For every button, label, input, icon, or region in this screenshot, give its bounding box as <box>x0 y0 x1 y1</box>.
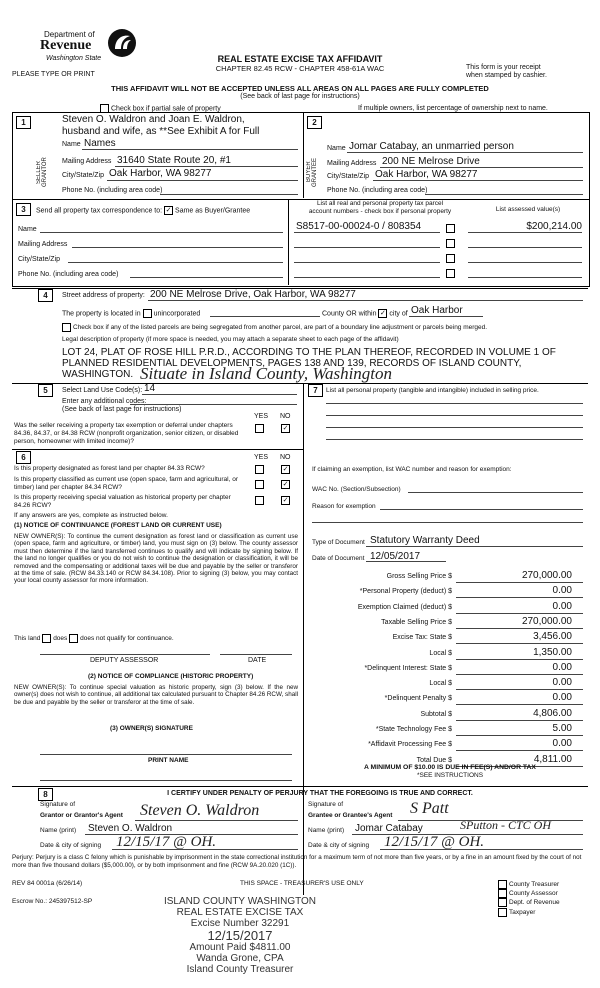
grantor-print-name: Steven O. Waldron <box>88 823 173 834</box>
money-row-value: 0.00 <box>552 738 572 750</box>
seller-name-line-3: Names <box>84 138 116 149</box>
money-row-label: Subtotal $ <box>420 710 452 718</box>
money-row-value: 270,000.00 <box>521 570 572 581</box>
stamp-line-treasurer-name: Wanda Grone, CPA <box>196 953 284 964</box>
segregated-row <box>62 323 487 332</box>
money-row-label: *Personal Property (deduct) $ <box>359 588 452 596</box>
money-row-value: 0.00 <box>552 677 572 689</box>
certify-statement: I CERTIFY UNDER PENALTY OF PERJURY THAT THE FOREGOING IS TRUE AND CORRECT. <box>167 790 473 797</box>
notice-continuance-text: NEW OWNER(S): To continue the current designation as forest land or classification as current use (open space, farm and agriculture, or timber) land, you must sign on (3) below. The county assessor must then determine if the land transferred continues to qualify and will indicate by signing below. If the land no longer qualifies or you do not wish to continue the designation or classification, it will be removed and the compensating or additional taxes will be due and payable by the seller or transferor at the time of sale. (RCW 84.33.140 or RCW 84.34.108). Prior to signing (3) below, you may contact your local county assessor for more information. <box>14 533 298 585</box>
notice-compliance-text: NEW OWNER(S): To continue special valuation as historic property, sign (3) below. If the new owner(s) does not wish to continue, all additional tax calculated pursuant to Chapter 84.26 RCW, shall be due and payable by the seller or transferor at the time of sale. <box>14 684 298 706</box>
does-not-label: does not qualify for continuance. <box>80 635 174 643</box>
notice-continuance-title: (1) NOTICE OF CONTINUANCE (FOREST LAND OR CURRENT USE) <box>14 522 222 529</box>
parcel-personal-checkbox-3[interactable] <box>446 254 455 263</box>
money-row-label: *Delinquent Interest: State $ <box>364 664 452 672</box>
reason-label: Reason for exemption <box>312 503 376 510</box>
grantee-date-city: 12/15/17 @ OH. <box>384 834 485 850</box>
seller-name-line-2: husband and wife, as **See Exhibit A for Full <box>62 126 260 137</box>
copy-county-treasurer-checkbox[interactable] <box>498 880 507 889</box>
seller-phone-label: Phone No. (including area code) <box>62 187 163 194</box>
section-4-number: 4 <box>38 289 53 302</box>
segregated-checkbox[interactable] <box>62 323 71 332</box>
s6-q2: Is this property classified as current use (open space, farm and agricultural, or timber) land per chapter 84.34 RCW? <box>14 476 238 491</box>
money-row-line <box>456 689 583 690</box>
see-back-note: (See back of last page for instructions) <box>240 93 360 100</box>
wac-label: WAC No. (Section/Subsection) <box>312 486 401 493</box>
parcel-header-2: account numbers - check box if personal property <box>308 208 452 215</box>
buyer-phone-label: Phone No. (including area code) <box>327 187 428 194</box>
this-land-row <box>14 634 174 643</box>
send-correspondence-label <box>36 206 250 215</box>
assessed-header: List assessed value(s) <box>495 206 561 213</box>
perjury-notice: Perjury: Perjury is a class C felony which is punishable by imprisonment in the state correctional institution for a maximum term of not more than five years, or by a fine in an amount fixed by the court of not more than five thousand dollars ($5,000.00), or by both imprisonment and fine (RCW 9A.20.020 (1C)). <box>12 854 582 869</box>
segregated-label: Check box if any of the listed parcels are being segregated from another parcel, are part of a boundary line adjustment or parcels being merged. <box>73 324 488 332</box>
grantee-print-name: Jomar Catabay <box>355 823 423 834</box>
doc-type-label: Type of Document <box>312 539 365 546</box>
parcel-personal-checkbox-4[interactable] <box>446 269 455 278</box>
money-row-label: Local $ <box>429 680 452 688</box>
legal-description-label: Legal description of property (if more space is needed, you may attach a separate sheet to each page of the affidavit) <box>62 336 399 343</box>
within-city-checkbox[interactable]: ✓ <box>379 310 386 317</box>
buyer-mailing-label: Mailing Address <box>327 160 377 167</box>
stamp-line-excise-number: Excise Number 32291 <box>190 918 290 929</box>
same-as-buyer-checkbox[interactable]: ✓ <box>165 207 172 214</box>
s6-q3-yes[interactable] <box>255 496 264 505</box>
money-row-line <box>456 750 583 751</box>
s6-q3: Is this property receiving special valuation as historical property per chapter 84.26 RCW? <box>14 494 231 509</box>
money-row-value: 4,806.00 <box>533 707 572 719</box>
money-row-line <box>456 643 583 644</box>
money-row-value: 0.00 <box>552 600 572 612</box>
seller-grantor-label: SELLER GRANTOR <box>36 157 48 187</box>
notice-compliance-title: (2) NOTICE OF COMPLIANCE (HISTORIC PROPERTY) <box>88 673 254 680</box>
grantee-print-handwritten: SPutton - CTC OH <box>460 818 552 832</box>
s3-city-label: City/State/Zip <box>18 256 61 263</box>
stamp-line-amount: Amount Paid $4811.00 <box>189 942 291 953</box>
street-address: 200 NE Melrose Drive, Oak Harbor, WA 98277 <box>150 289 356 300</box>
deputy-date-label: DATE <box>248 657 267 664</box>
copy-list <box>498 880 560 917</box>
money-row-label: Excise Tax: State $ <box>392 634 452 642</box>
grantor-date-label: Date & city of signing <box>40 842 102 849</box>
money-row-line <box>456 582 583 583</box>
s5-yes-checkbox[interactable] <box>255 424 264 433</box>
grantee-agent-label: Grantee or Grantee's Agent <box>308 812 393 819</box>
s5-yes-header: YES <box>254 413 269 420</box>
s6-q3-no[interactable]: ✓ <box>282 497 289 504</box>
located-row <box>62 309 200 318</box>
buyer-mailing: 200 NE Melrose Drive <box>382 156 480 167</box>
grantor-print-label: Name (print) <box>40 827 77 834</box>
money-row-label: *State Technology Fee $ <box>375 726 452 733</box>
copy-county-assessor-checkbox[interactable] <box>498 889 507 898</box>
parcel-header-1: List all real and personal property tax parcel <box>316 200 444 207</box>
money-row-label: Local $ <box>429 649 452 657</box>
s6-q1: Is this property designated as forest land per chapter 84.33 RCW? <box>14 465 205 472</box>
s6-if-yes: If any answers are yes, complete as instructed below. <box>14 512 168 519</box>
buyer-name: Jomar Catabay, an unmarried person <box>349 141 514 152</box>
buyer-city-label: City/State/Zip <box>327 173 370 180</box>
does-label: does <box>53 635 68 643</box>
deputy-assessor-label: DEPUTY ASSESSOR <box>90 657 159 664</box>
money-row-value: 0.00 <box>552 585 572 597</box>
buyer-city: Oak Harbor, WA 98277 <box>375 169 478 180</box>
dept-state: Washington State <box>46 55 102 62</box>
this-land-label: This land <box>14 635 41 643</box>
unincorporated-checkbox[interactable] <box>143 309 152 318</box>
grantee-print-label: Name (print) <box>308 827 345 834</box>
s5-see-back: (See back of last page for instructions) <box>62 406 182 413</box>
stamp-line-county: ISLAND COUNTY WASHINGTON <box>163 896 317 907</box>
money-row-label: Total Due $ <box>416 756 452 764</box>
section-5-number: 5 <box>38 384 53 397</box>
additional-codes-label: Enter any additional codes: <box>62 398 147 405</box>
s6-q2-no[interactable]: ✓ <box>282 481 289 488</box>
county-or-label: County OR within <box>322 310 377 318</box>
legal-handwritten: Situate in Island County, Washington <box>140 364 393 383</box>
stamp-line-date: 12/15/2017 <box>207 928 273 943</box>
copy-taxpayer <box>498 908 560 917</box>
exemption-label: If claiming an exemption, list WAC number and reason for exemption: <box>312 466 512 473</box>
copy-county-treasurer <box>498 880 560 889</box>
copy-dept-revenue-checkbox[interactable] <box>498 898 507 907</box>
money-row-line <box>456 628 583 629</box>
legal-line-2: PLANNED RESIDENTIAL DEVELOPMENTS, PAGES 138 AND 139, RECORDS OF ISLAND COUNTY, <box>62 358 522 369</box>
grantor-date-city: 12/15/17 @ OH. <box>116 834 217 850</box>
copy-dept-revenue-label: Dept. of Revenue <box>509 899 560 907</box>
money-row-label: Exemption Claimed (deduct) $ <box>357 603 452 611</box>
partial-sale-label: Check box if partial sale of property <box>111 105 221 113</box>
money-row-line <box>456 597 583 598</box>
minimum-due-note: A MINIMUM OF $10.00 IS DUE IN FEE(S) AND/OR TAX <box>364 764 536 771</box>
seller-mailing: 31640 State Route 20, #1 <box>117 155 231 166</box>
buyer-grantee-label: BUYER GRANTEE <box>306 157 318 187</box>
seller-name-line-1: Steven O. Waldron and Joan E. Waldron, <box>62 114 245 125</box>
located-label: The property is located in <box>62 310 141 318</box>
treasurer-stamp <box>140 896 340 975</box>
money-row-value: 270,000.00 <box>521 615 572 627</box>
print-name-label: PRINT NAME <box>148 757 189 764</box>
treasurer-use-only: THIS SPACE - TREASURER'S USE ONLY <box>240 880 364 887</box>
land-use-code: 14 <box>144 383 156 394</box>
grantor-agent-label: Grantor or Grantor's Agent <box>40 812 123 819</box>
parcel-personal-checkbox-2[interactable] <box>446 239 455 248</box>
copy-county-assessor-label: County Assessor <box>509 890 558 898</box>
dept-line: Department of <box>44 30 95 39</box>
grantee-date-label: Date & city of signing <box>308 842 370 849</box>
warning-banner: THIS AFFIDAVIT WILL NOT BE ACCEPTED UNLESS ALL AREAS ON ALL PAGES ARE FULLY COMPLETED <box>111 84 489 93</box>
parcel-personal-checkbox-1[interactable] <box>446 224 455 233</box>
s3-mailing-label: Mailing Address <box>18 241 68 248</box>
s3-name-label: Name <box>18 226 37 233</box>
money-row-label: Gross Selling Price $ <box>386 573 452 580</box>
money-row-value: 1,350.00 <box>533 646 572 658</box>
same-as-label: Same as Buyer/Grantee <box>175 207 251 215</box>
s5-no-header: NO <box>280 413 291 420</box>
legal-line-1: LOT 24, PLAT OF ROSE HILL P.R.D., ACCORDING TO THE PLAN THEREOF, RECORDED IN VOLUME 1 OF <box>62 347 556 358</box>
personal-property-label: List all personal property (tangible and intangible) included in selling price. <box>326 387 539 394</box>
county-or-row <box>322 309 408 318</box>
seller-mailing-label: Mailing Address <box>62 158 112 165</box>
s6-q1-yes[interactable] <box>255 465 264 474</box>
money-row-value: 0.00 <box>552 692 572 704</box>
street-label: Street address of property: <box>62 292 145 299</box>
owner-signature-label: (3) OWNER(S) SIGNATURE <box>110 725 193 732</box>
form-title: REAL ESTATE EXCISE TAX AFFIDAVIT <box>217 54 383 64</box>
s6-q2-yes[interactable] <box>255 480 264 489</box>
land-use-label: Select Land Use Code(s): <box>62 387 143 394</box>
rev-number: REV 84 0001a (6/26/14) <box>12 880 83 887</box>
s6-q1-no[interactable]: ✓ <box>282 466 289 473</box>
money-row-line <box>456 674 583 675</box>
seller-city: Oak Harbor, WA 98277 <box>109 168 212 179</box>
money-row-line <box>456 613 583 614</box>
copy-county-assessor <box>498 889 560 898</box>
grantee-sig-label: Signature of <box>308 801 344 808</box>
grantor-sig-label: Signature of <box>40 801 76 808</box>
doc-date-label: Date of Document <box>312 555 365 562</box>
section-7-number: 7 <box>308 384 323 397</box>
copy-county-treasurer-label: County Treasurer <box>509 881 560 889</box>
money-row-value: 3,456.00 <box>533 631 572 643</box>
money-row-line <box>456 704 583 705</box>
does-checkbox[interactable] <box>42 634 51 643</box>
section-3-number: 3 <box>16 203 31 216</box>
stamp-line-ret: REAL ESTATE EXCISE TAX <box>176 907 304 918</box>
money-row-value: 5.00 <box>552 723 572 734</box>
money-row-label: *Delinquent Penalty $ <box>384 695 452 703</box>
s6-yes-header: YES <box>254 454 269 461</box>
s5-no-checkbox[interactable]: ✓ <box>282 425 289 432</box>
please-type: PLEASE TYPE OR PRINT <box>12 71 95 78</box>
copy-dept-revenue <box>498 898 560 907</box>
receipt-note-2: when stamped by cashier. <box>466 72 547 79</box>
buyer-name-label: Name <box>327 145 346 152</box>
money-row-label: Taxable Selling Price $ <box>381 618 452 626</box>
s3-phone-label: Phone No. (including area code) <box>18 271 119 278</box>
s6-no-header: NO <box>280 454 291 461</box>
section-8-number: 8 <box>38 788 53 801</box>
money-row-line <box>456 735 583 736</box>
unincorporated-label: unincorporated <box>153 310 201 318</box>
assessed-value: $200,214.00 <box>526 221 582 232</box>
parcel-number: S8517-00-00024-0 / 808354 <box>296 221 422 232</box>
legal-line-3: WASHINGTON. <box>62 369 134 380</box>
grantor-signature: Steven O. Waldron <box>140 802 260 819</box>
dept-name: Revenue <box>40 38 92 53</box>
money-row-value: 0.00 <box>552 661 572 673</box>
doc-type: Statutory Warranty Deed <box>370 535 480 546</box>
copy-taxpayer-label: Taxpayer <box>509 908 536 916</box>
grantee-signature: S Patt <box>410 800 449 817</box>
send-label: Send all property tax correspondence to: <box>36 207 163 215</box>
form-chapter: CHAPTER 82.45 RCW - CHAPTER 458-61A WAC <box>215 64 385 73</box>
escrow-number: Escrow No.: 245397512-SP <box>12 898 93 905</box>
city-of-label: city of <box>389 310 408 318</box>
property-city: Oak Harbor <box>411 305 463 316</box>
money-row-line <box>456 659 583 660</box>
revenue-swirl-icon <box>106 27 138 59</box>
seller-name-label: Name <box>62 141 81 148</box>
see-instructions-note: *SEE INSTRUCTIONS <box>416 772 484 779</box>
money-row-label: *Affidavit Processing Fee $ <box>368 741 452 749</box>
section-2-number: 2 <box>307 116 322 129</box>
stamp-line-title: Island County Treasurer <box>186 964 294 975</box>
multiple-owners-note: If multiple owners, list percentage of ownership next to name. <box>358 105 548 112</box>
doc-date: 12/05/2017 <box>370 551 421 562</box>
receipt-note-1: This form is your receipt <box>466 64 541 71</box>
money-row-value: 4,811.00 <box>533 753 572 765</box>
section-1-number: 1 <box>16 116 31 129</box>
section-6-number: 6 <box>16 451 31 464</box>
revenue-logo <box>38 30 153 70</box>
seller-city-label: City/State/Zip <box>62 172 105 179</box>
money-row-line <box>456 720 583 721</box>
exemption-question: Was the seller receiving a property tax exemption or deferral under chapters 84.36, 84.37, or 84.38 RCW (nonprofit organization, senior citizen, or disabled person, homeowner with limited income)? <box>14 422 239 445</box>
does-not-checkbox[interactable] <box>69 634 78 643</box>
copy-taxpayer-checkbox[interactable] <box>498 908 507 917</box>
